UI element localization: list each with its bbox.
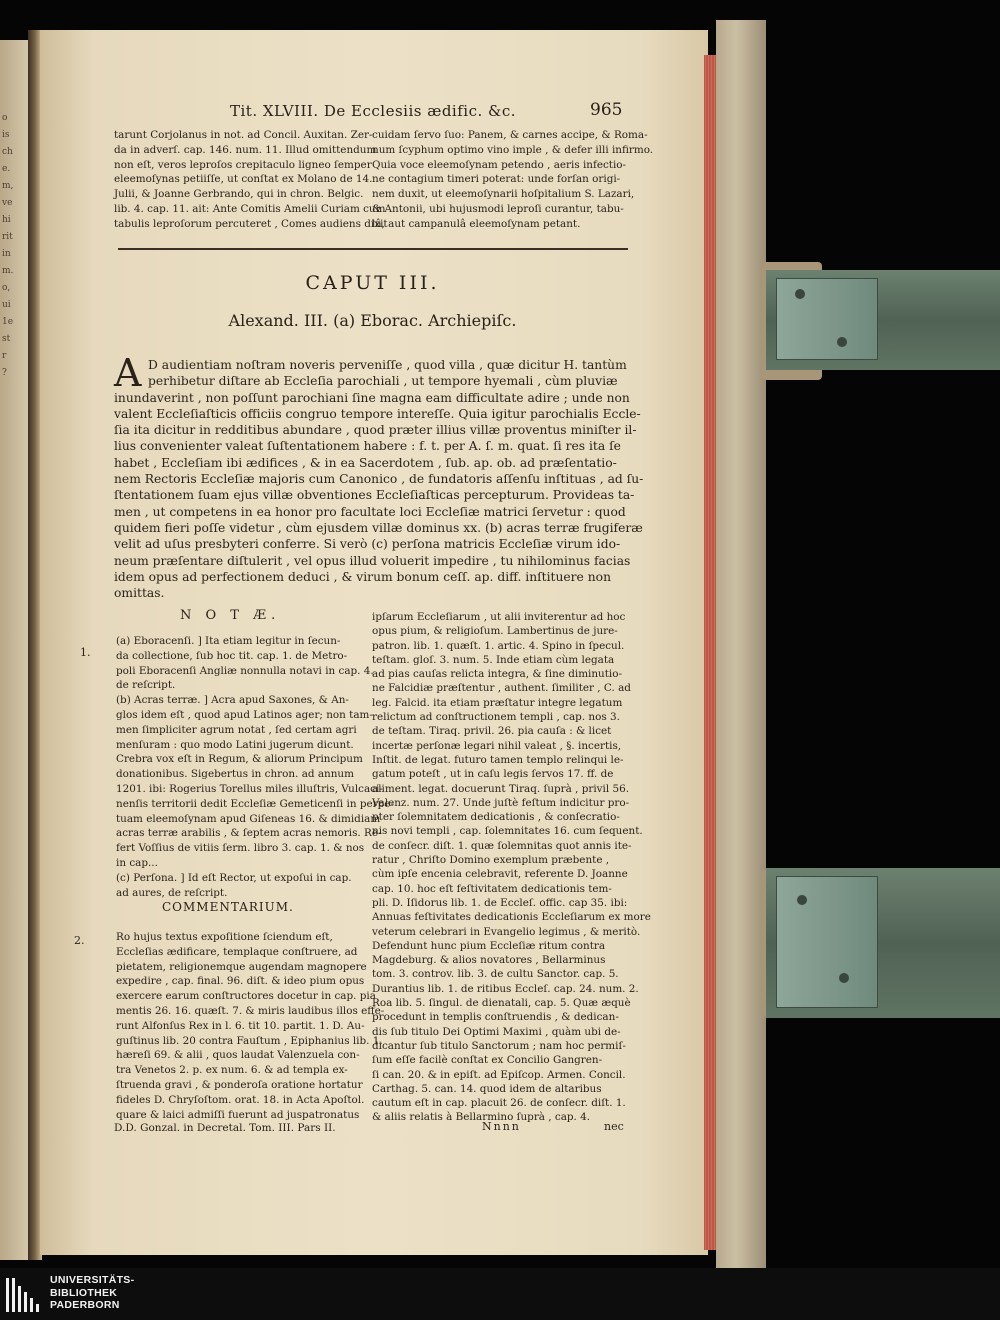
text-line: cautum eſt in cap. placuit 26. de conſecr. diſt. 1. <box>372 1097 626 1110</box>
text-line: men , ut competens in ea honor pro facultate loci Eccleſiæ matrici ſervetur : quod <box>114 504 626 519</box>
text-line: perhibetur diſtare ab Eccleſia parochiali , ut tempore hyemali , cùm pluviæ <box>148 374 618 389</box>
library-logo-icon <box>6 1274 44 1312</box>
text-line: pter ſolemnitatem dedicationis , & conſecratio- <box>372 811 620 824</box>
note-line: (b) Acras terræ. ] Acra apud Saxones, & An- <box>116 694 349 707</box>
text-line: expedire , cap. final. 96. diſt. & ideo pium opus <box>116 975 365 988</box>
text-line: num ſcyphum optimo vino imple , & defer illi infirmo. <box>372 143 654 156</box>
margin-fragment: ? <box>2 368 7 378</box>
margin-fragment: r <box>2 351 7 361</box>
margin-fragment: o <box>2 113 8 123</box>
text-line: Defendunt hunc pium Eccleſiæ ritum contra <box>372 939 606 952</box>
note-line: da collectione, ſub hoc tit. cap. 1. de Metro- <box>116 649 348 662</box>
rivet-icon <box>839 973 849 983</box>
note-line: glos idem eſt , quod apud Latinos ager; non tam- <box>116 708 373 721</box>
text-line: pli. D. Iſidorus lib. 1. de Eccleſ. offic. cap 35. ibi: <box>372 896 628 909</box>
top-right-column <box>372 128 654 232</box>
library-footer <box>0 1268 1000 1320</box>
text-line: de teſtam. Tiraq. privil. 26. pia cauſa : & licet <box>372 725 612 738</box>
library-logo-line: UNIVERSITÄTS- <box>50 1274 135 1286</box>
text-line: Carthag. 5. can. 14. quod idem de altaribus <box>372 1082 602 1095</box>
text-line: Durantius lib. 1. de ritibus Eccleſ. cap. 24. num. 2. <box>372 982 639 995</box>
text-line: leg. Falcid. ita etiam præſtatur integre legatum <box>372 696 623 709</box>
text-line: ratur , Chriſto Domino exemplum præbente , <box>372 854 610 867</box>
text-line: veterum celebrari in Evangelio legimus , & meritò. <box>372 925 641 938</box>
text-line: opus pium, & religioſum. Lambertinus de jure- <box>372 625 618 638</box>
margin-fragment: ve <box>2 198 13 208</box>
rivet-icon <box>795 289 805 299</box>
text-line: ſia ita dicitur in redditibus abundare , quod præter illius villæ proventus miniſter il- <box>114 423 637 438</box>
margin-number: 1. <box>80 646 91 659</box>
running-title: Tit. XLVIII. De Ecclesiis ædific. &c. <box>230 102 517 120</box>
text-line: cuidam ſervo ſuo: Panem, & carnes accipe, & Roma- <box>372 129 648 141</box>
text-line: quare & laici admiſſi fuerunt ad juspatronatus <box>116 1108 360 1121</box>
text-line: gatum poteſt , ut in caſu legis ſervos 17. ff. de <box>372 768 614 781</box>
note-line: (a) Eboracenſi. ] Ita etiam legitur in ſecun- <box>116 635 341 647</box>
text-line: tabulis leproſorum percuteret , Comes audiens dixit <box>114 217 388 230</box>
text-line: nem Rectoris Eccleſiæ majoris cum Canonico , de fundatoris aſſenſu inſtituas , ad ſu- <box>114 472 644 487</box>
text-line: da in adverſ. cap. 146. num. 11. Illud omittendum <box>114 143 377 156</box>
note-line: ad aures, de reſcript. <box>116 886 228 899</box>
note-line: de reſcript. <box>116 679 176 692</box>
text-line: ſtruenda gravi , & ponderoſa oratione hortatur <box>116 1078 363 1091</box>
margin-fragment: ui <box>2 300 11 310</box>
note-line: donationibus. Sigebertus in chron. ad annum <box>116 768 354 781</box>
library-logo-text <box>50 1274 134 1312</box>
text-line: & aliis relatis à Bellarmino ſuprà , cap. 4. <box>372 1111 591 1124</box>
margin-fragment: o, <box>2 283 11 293</box>
text-line: dicantur ſub titulo Sanctorum ; nam hoc permiſ- <box>372 1039 626 1052</box>
text-line: ne contagium timeri poterat: unde forſan origi- <box>372 173 621 186</box>
text-line: Quia voce eleemoſynam petendo , aeris infectio- <box>372 158 627 171</box>
text-line: nem duxit, ut eleemoſynarii hoſpitalium S. Lazari, <box>372 188 635 201</box>
text-line: procedunt in templis conſtruendis , & dedican- <box>372 1011 619 1024</box>
text-line: cùm ipſe encenia celebravit, referente D. Joanne <box>372 868 628 881</box>
text-line: lib. 4. cap. 11. ait: Ante Comitis Amelii Curiam cum <box>114 202 386 215</box>
library-logo-line: PADERBORN <box>50 1299 120 1311</box>
commentarium-column <box>116 930 385 1122</box>
main-text <box>114 357 644 601</box>
chapter-subtitle: Alexand. III. (a) Eborac. Archiepiſc. <box>228 311 517 330</box>
drop-cap: A <box>114 351 142 395</box>
text-line: incertæ perſonæ legari nihil valeat , §. incertis, <box>372 739 622 752</box>
note-line: tuam eleemoſynam apud Giſeneas 16. & dimidiam <box>116 812 381 825</box>
text-line: tarunt Corjolanus in not. ad Concil. Auxitan. Zer- <box>114 129 373 141</box>
text-line: hæreſi 69. & alii , quos laudat Valenzuela con- <box>116 1049 360 1062</box>
text-line: eleemoſynas petiiſſe, ut conſtat ex Molano de 14. <box>114 173 373 186</box>
margin-fragment: st <box>2 334 11 344</box>
text-line: lius convenienter valeat ſuſtentationem habere : f. t. per A. ſ. m. quat. ſi res ita ſe <box>114 439 621 454</box>
text-line: fideles D. Chryſoſtom. orat. 18. in Acta Apoſtol. <box>116 1093 365 1106</box>
margin-fragment: hi <box>2 215 11 225</box>
text-line: guſtinus lib. 20 contra Fauſtum , Epiphanius lib. 1. <box>116 1034 383 1047</box>
text-line: exercere earum conſtructores docetur in cap. pia <box>116 990 376 1003</box>
text-line: neum præſentare diſtulerit , vel opus illud voluerit impedire , tu nihilominus facias <box>114 553 631 568</box>
text-line: tra Venetos 2. p. ex num. 6. & ad templa ex- <box>116 1064 348 1077</box>
book-cover-edge <box>716 20 766 1270</box>
chapter-title: CAPUT III. <box>305 272 440 294</box>
margin-fragment: m, <box>2 181 14 191</box>
margin-fragment: ch <box>2 147 13 157</box>
margin-number: 2. <box>74 934 85 947</box>
text-line: pietatem, religionemque augendam magnopere <box>116 960 367 973</box>
text-line: lâ, aut campanulâ eleemoſynam petant. <box>372 217 581 230</box>
margin-fragment: e. <box>2 164 11 174</box>
text-line: nis novi templi , cap. ſolemnitates 16. cum ſequent. <box>372 825 643 838</box>
note-line: (c) Perſona. ] Id eſt Rector, ut expoſui in cap. <box>116 871 352 884</box>
text-line: valent Eccleſiaſticis officiis congruo tempore intereſſe. Quia igitur parochialis Eccle- <box>114 406 641 421</box>
text-line: ad pias cauſas relicta integra, & ſine diminutio- <box>372 668 623 681</box>
rivet-icon <box>797 895 807 905</box>
margin-fragment: is <box>2 130 10 140</box>
text-line: ſum eſſe facilè conſtat ex Concilio Gangren- <box>372 1054 603 1067</box>
left-page-edge <box>0 40 30 1260</box>
text-line: cap. 10. hoc eſt feſtivitatem dedicationis tem- <box>372 882 612 895</box>
text-line: D audientiam noſtram noveris perveniſſe , quod villa , quæ dicitur H. tantùm <box>148 358 627 372</box>
note-line: acras terræ arabilis , & ſeptem acras nemoris. Re- <box>116 827 382 840</box>
text-line: ſtentationem ſuam ejus villæ obventiones Eccleſiaſticas percepturum. Provideas ta- <box>114 488 635 503</box>
text-line: mentis 26. 16. quæſt. 7. & miris laudibus illos effe- <box>116 1004 385 1017</box>
text-line: Annuas feſtivitates dedicationis Eccleſiarum ex more <box>372 911 651 924</box>
rivet-icon <box>837 337 847 347</box>
text-line: patron. lib. 1. quæſt. 1. artic. 4. Spino in ſpecul. <box>372 639 625 652</box>
catchword: nec <box>604 1120 624 1133</box>
text-line: omittas. <box>114 586 165 601</box>
note-line: Crebra vox eſt in Regum, & aliorum Principum <box>116 753 363 766</box>
text-line: Julii, & Joanne Gerbrando, qui in chron. Belgic. <box>114 188 364 201</box>
text-line: idem opus ad perfectionem deduci , & virum bonum ceſſ. ap. diff. inſtituere non <box>114 569 611 584</box>
text-line: & Antonii, ubi hujusmodi leproſi curantur, tabu- <box>372 202 624 215</box>
text-line: dis ſub titulo Dei Optimi Maximi , quàm ubi de- <box>372 1025 621 1038</box>
notae-column <box>116 634 394 900</box>
text-line: de conſecr. diſt. 1. quæ ſolemnitas quot annis ite- <box>372 839 632 852</box>
commentarium-heading: COMMENTARIUM. <box>162 900 294 914</box>
text-line: Valenz. num. 27. Unde juſtè feſtum indicitur pro- <box>372 796 630 809</box>
text-line: teſtam. gloſ. 3. num. 5. Inde etiam cùm legata <box>372 653 615 666</box>
text-line: velit ad uſus presbyteri conferre. Si verò (c) perſona matricis Eccleſiæ virum ido- <box>114 537 621 552</box>
text-line: inundaverint , non poſſunt parochiani ſine magna eam difficultate adire ; unde non <box>114 390 630 405</box>
library-logo-line: BIBLIOTHEK <box>50 1286 118 1299</box>
text-line: Magdeburg. & alios novatores , Bellarminus <box>372 954 606 967</box>
clasp-plate-bottom <box>776 876 878 1008</box>
text-line: Inſtit. de legat. futuro tamen templo relinqui le- <box>372 753 624 766</box>
note-line: nenſis territorii dedit Eccleſiæ Gemeticenſi in perpe- <box>116 797 394 810</box>
page-number: 965 <box>590 100 623 120</box>
top-left-column <box>114 128 388 232</box>
note-line: poli Eboracenſi Angliæ nonnulla notavi in cap. 4. <box>116 664 374 677</box>
section-rule <box>118 248 628 250</box>
note-line: in cap... <box>116 856 158 869</box>
margin-fragment: in <box>2 249 11 259</box>
text-line: Roa lib. 5. ſingul. de dienatali, cap. 5. Quæ æquè <box>372 997 631 1010</box>
imprint-line: D.D. Gonzal. in Decretal. Tom. III. Pars II. <box>114 1122 336 1134</box>
text-line: non eſt, veros leproſos crepitaculo ligneo ſemper <box>114 158 372 171</box>
text-line: Ro hujus textus expoſitione ſciendum eſt, <box>116 931 333 943</box>
notae-heading: N O T Æ. <box>180 608 281 623</box>
text-line: habet , Eccleſiam ibi ædifices , & in ea Sacerdotem , ſub. ap. ob. ad præſentatio- <box>114 455 617 470</box>
note-line: men ſimpliciter agrum notat , ſed certam agri <box>116 723 357 736</box>
text-line: relictum ad conſtructionem templi , cap. nos 3. <box>372 711 620 724</box>
margin-fragment: m. <box>2 266 14 276</box>
text-line: ipſarum Eccleſiarum , ut alii inviterentur ad hoc <box>372 611 626 623</box>
note-line: 1201. ibi: Rogerius Torellus miles illuſtris, Vulcaci- <box>116 782 383 795</box>
left-page-margin-text <box>2 110 28 382</box>
right-column <box>372 610 651 1125</box>
text-line: Eccleſias ædificare, templaque conſtruere, ad <box>116 945 358 958</box>
signature-mark: Nnnn <box>482 1120 521 1133</box>
text-line: ne Falcidiæ præſtentur , authent. ſimiliter , C. ad <box>372 682 631 695</box>
text-line: quidem fieri poſſe videtur , cùm ejusdem villæ dominus xx. (b) acras terræ frugiferæ <box>114 520 643 535</box>
clasp-plate-top <box>776 278 878 360</box>
text-line: tom. 3. controv. lib. 3. de cultu Sanctor. cap. 5. <box>372 968 619 981</box>
margin-fragment: rit <box>2 232 13 242</box>
text-line: ſi can. 20. & in epiſt. ad Epiſcop. Armen. Concil. <box>372 1068 626 1081</box>
text-line: runt Alfonſus Rex in l. 6. tit 10. partit. 1. D. Au- <box>116 1019 365 1032</box>
note-line: fert Voſſius de vitiis ſerm. libro 3. cap. 1. & nos <box>116 842 365 855</box>
note-line: menſuram : quo modo Latini jugerum dicunt. <box>116 738 354 751</box>
text-line: aliment. legat. docuerunt Tiraq. ſuprà , privil 56. <box>372 782 630 795</box>
margin-fragment: 1e <box>2 317 14 327</box>
